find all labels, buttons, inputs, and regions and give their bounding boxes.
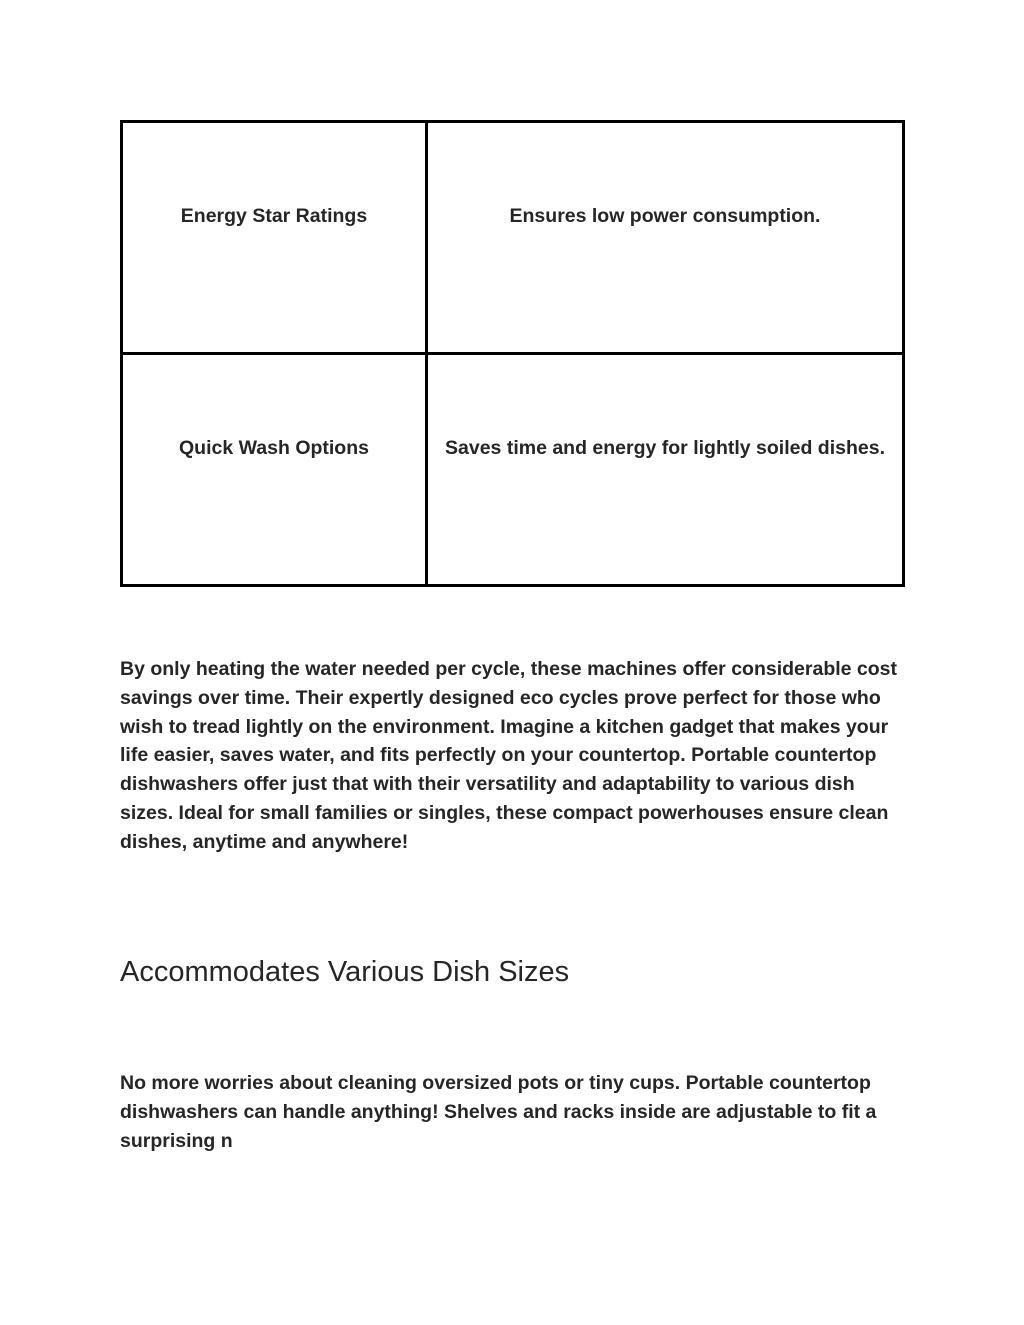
- feature-description-cell: Ensures low power consumption.: [427, 122, 904, 354]
- feature-table: [120, 120, 905, 587]
- feature-name-cell: Energy Star Ratings: [122, 122, 427, 354]
- table-row: [122, 354, 904, 586]
- body-paragraph: No more worries about cleaning oversized pots or tiny cups. Portable countertop dishwashers can handle anything! Shelves and racks inside are adjustable to fit a surprising n: [120, 1072, 877, 1152]
- section-heading: Accommodates Various Dish Sizes: [120, 956, 570, 988]
- feature-name-cell: Quick Wash Options: [122, 354, 427, 586]
- body-paragraph: By only heating the water needed per cycle, these machines offer considerable cost savings over time. Their expertly designed eco cycles prove perfect for those who wish to tread lightly on the environment. Imagine a kitchen gadget that makes your life easier, saves water, and fits perfectly on your countertop. Portable countertop dishwashers offer just that with their versatility and adaptability to various dish sizes. Ideal for small families or singles, these compact powerhouses ensure clean dishes, anytime and anywhere!: [120, 658, 898, 853]
- feature-description-cell: Saves time and energy for lightly soiled dishes.: [427, 354, 904, 586]
- table-row: [122, 122, 904, 354]
